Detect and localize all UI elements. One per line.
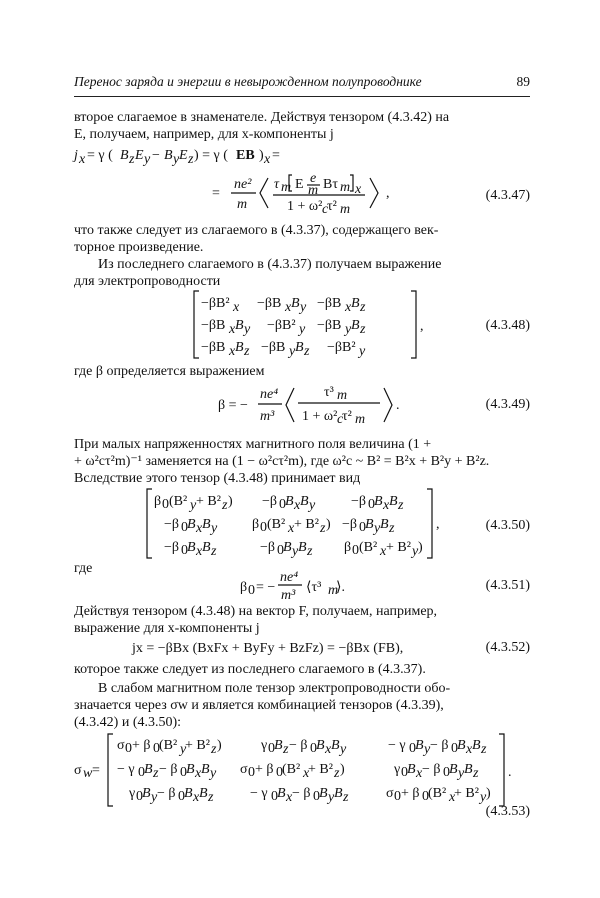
svg-text:= −: = − — [256, 580, 276, 595]
svg-text:x: x — [233, 300, 240, 315]
paragraph-line: где β определяется выражением — [74, 364, 265, 379]
svg-text:y: y — [289, 344, 296, 359]
svg-text:x: x — [380, 544, 387, 559]
svg-text:x: x — [193, 790, 200, 805]
svg-text:B: B — [187, 540, 196, 555]
paragraph-line: + ω²cτ²m)⁻¹ заменяется на (1 − ω²cτ²m), где ω²c ~ B² = B²x + B²y + B²z. — [74, 454, 490, 469]
svg-text:E: E — [135, 148, 144, 163]
svg-text:0: 0 — [279, 497, 286, 512]
paragraph-line: Вследствие этого тензор (4.3.48) принимает вид — [74, 471, 361, 486]
svg-text:B: B — [331, 738, 340, 753]
svg-text:z: z — [334, 766, 340, 781]
svg-text:0: 0 — [181, 543, 188, 558]
svg-text:γ: γ — [394, 762, 401, 777]
svg-text:τ³: τ³ — [324, 385, 334, 400]
svg-text:−: − — [152, 148, 160, 163]
svg-text:y: y — [151, 790, 158, 805]
svg-text:z: z — [389, 521, 395, 536]
paragraph-line: торное произведение. — [74, 240, 204, 255]
paragraph-line: Действуя тензором (4.3.48) на вектор F, получаем, например, — [74, 604, 438, 619]
svg-text:−βB: −βB — [201, 318, 226, 333]
svg-text:EB: EB — [236, 148, 255, 163]
svg-text:z: z — [343, 790, 349, 805]
equation-4-3-47 — [74, 142, 534, 222]
svg-text:): ) — [326, 517, 331, 532]
svg-text:m³: m³ — [281, 588, 296, 603]
svg-text:− β: − β — [289, 738, 308, 753]
equation-4-3-49 — [218, 380, 398, 434]
svg-text:): ) — [217, 738, 222, 753]
svg-text:B: B — [295, 340, 304, 355]
svg-text:E: E — [295, 177, 304, 192]
svg-text:+ B²: + B² — [294, 517, 319, 532]
svg-text:0: 0 — [138, 765, 145, 780]
svg-text:B: B — [291, 296, 300, 311]
svg-text:B: B — [202, 517, 211, 532]
svg-text:x: x — [288, 521, 295, 536]
svg-text:z: z — [473, 766, 479, 781]
equation-number: (4.3.53) — [485, 804, 530, 819]
svg-text:ne⁴: ne⁴ — [280, 570, 299, 585]
svg-text:B: B — [184, 786, 193, 801]
svg-text:z: z — [129, 152, 135, 167]
svg-text:− β: − β — [430, 738, 449, 753]
svg-text:z: z — [304, 344, 310, 359]
svg-text:B: B — [187, 517, 196, 532]
paragraph-line: что также следует из слагаемого в (4.3.37), содержащего век- — [74, 223, 439, 238]
paragraph-line: В слабом магнитном поле тензор электропроводности обо- — [98, 681, 451, 696]
svg-text:0: 0 — [248, 765, 255, 780]
svg-text:B: B — [120, 148, 129, 163]
svg-text:=: = — [92, 763, 100, 778]
svg-text:y: y — [458, 766, 465, 781]
svg-text:⟩.: ⟩. — [336, 580, 345, 595]
svg-text:0: 0 — [310, 741, 317, 756]
equation-4-3-48 — [193, 290, 433, 360]
svg-text:E: E — [179, 148, 188, 163]
svg-text:): ) — [486, 786, 491, 801]
svg-text:z: z — [208, 790, 214, 805]
running-header — [74, 74, 530, 94]
svg-text:y: y — [211, 521, 218, 536]
svg-text:m: m — [340, 180, 351, 195]
svg-text:B: B — [351, 296, 360, 311]
equation-number: (4.3.49) — [485, 397, 530, 412]
svg-text:0: 0 — [422, 789, 429, 804]
svg-text:x: x — [449, 790, 456, 805]
svg-text:y: y — [244, 322, 251, 337]
svg-text:B: B — [407, 762, 416, 777]
svg-text:j: j — [74, 148, 78, 163]
svg-text:(B²: (B² — [169, 494, 188, 509]
svg-text:0: 0 — [125, 741, 132, 756]
svg-text:−βB²: −βB² — [201, 296, 230, 311]
svg-text:z: z — [283, 742, 289, 757]
svg-text:−βB: −βB — [317, 318, 342, 333]
svg-text:y: y — [292, 544, 299, 559]
paragraph-line: где — [74, 561, 93, 576]
svg-text:(B²: (B² — [359, 540, 378, 555]
svg-text:0: 0 — [394, 789, 401, 804]
svg-text:) = γ (: ) = γ ( — [194, 148, 228, 163]
svg-text:,: , — [386, 186, 390, 201]
svg-text:x: x — [196, 544, 203, 559]
svg-text:σ: σ — [386, 786, 394, 801]
svg-text:B: B — [164, 148, 173, 163]
svg-text:m: m — [355, 412, 366, 427]
svg-text:B: B — [199, 786, 208, 801]
svg-text:−βB: −βB — [261, 340, 286, 355]
equation-number: (4.3.51) — [485, 578, 530, 593]
svg-text:0: 0 — [277, 543, 284, 558]
svg-text:B: B — [472, 738, 481, 753]
svg-text:−β: −β — [262, 494, 278, 509]
svg-text:x: x — [229, 322, 236, 337]
svg-text:−β: −β — [164, 517, 180, 532]
svg-text:y: y — [190, 498, 197, 513]
svg-text:+ B²: + B² — [185, 738, 210, 753]
svg-text:B: B — [316, 738, 325, 753]
svg-text:x: x — [325, 742, 332, 757]
svg-text:m: m — [308, 183, 319, 198]
svg-text:z: z — [153, 766, 159, 781]
svg-text:B: B — [285, 494, 294, 509]
svg-text:=: = — [272, 148, 280, 163]
svg-text:σ: σ — [240, 762, 248, 777]
svg-text:− γ: − γ — [250, 786, 268, 801]
svg-text:): ) — [259, 148, 264, 163]
svg-text:B: B — [274, 738, 283, 753]
svg-text:τ²: τ² — [342, 409, 352, 424]
paragraph-line: которое также следует из последнего слагаемого в (4.3.37). — [74, 662, 426, 677]
svg-text:e: e — [310, 171, 317, 186]
svg-text:y: y — [309, 498, 316, 513]
equation-4-3-53 — [74, 732, 534, 808]
svg-text:B: B — [235, 340, 244, 355]
svg-text:+ β: + β — [132, 738, 151, 753]
svg-text:B: B — [380, 517, 389, 532]
svg-text:x: x — [196, 521, 203, 536]
svg-text:β: β — [154, 494, 162, 509]
svg-text:x: x — [229, 344, 236, 359]
svg-text:y: y — [299, 322, 306, 337]
svg-text:β: β — [240, 580, 248, 595]
svg-text:−βB²: −βB² — [267, 318, 296, 333]
svg-text:0: 0 — [162, 497, 169, 512]
svg-text:−βB: −βB — [317, 296, 342, 311]
svg-text:−βB²: −βB² — [327, 340, 356, 355]
svg-text:x: x — [345, 300, 352, 315]
svg-text:− β: − β — [292, 786, 311, 801]
svg-text:γ: γ — [261, 738, 268, 753]
svg-text:x: x — [264, 152, 271, 167]
svg-text:m: m — [340, 202, 351, 217]
svg-text:z: z — [307, 544, 313, 559]
svg-text:c: c — [322, 202, 329, 217]
svg-text:B: B — [319, 786, 328, 801]
svg-text:(B²: (B² — [267, 517, 286, 532]
svg-text:z: z — [360, 300, 366, 315]
paragraph-line: E, получаем, например, для x-компоненты j — [74, 127, 334, 142]
svg-text:x: x — [195, 766, 202, 781]
svg-text:z: z — [244, 344, 250, 359]
svg-text:B: B — [464, 762, 473, 777]
svg-text:0: 0 — [409, 741, 416, 756]
svg-text:B: B — [457, 738, 466, 753]
svg-text:y: y — [340, 742, 347, 757]
svg-text:ne⁴: ne⁴ — [260, 387, 279, 402]
svg-text:): ) — [418, 540, 423, 555]
svg-text:x: x — [383, 498, 390, 513]
svg-text:y: y — [480, 790, 487, 805]
svg-text:0: 0 — [268, 741, 275, 756]
svg-text:0: 0 — [248, 583, 255, 598]
svg-text:): ) — [340, 762, 345, 777]
svg-text:0: 0 — [178, 789, 185, 804]
svg-text:⟨τ³: ⟨τ³ — [306, 580, 322, 595]
equation-4-3-50 — [146, 488, 466, 560]
paragraph-line: При малых напряженностях магнитного поля величина (1 + — [74, 437, 432, 452]
svg-text:B: B — [144, 762, 153, 777]
svg-text:0: 0 — [359, 520, 366, 535]
svg-text:B: B — [277, 786, 286, 801]
svg-text:−β: −β — [164, 540, 180, 555]
svg-text:z: z — [222, 498, 228, 513]
svg-text:1 + ω²: 1 + ω² — [287, 199, 323, 214]
svg-text:0: 0 — [181, 520, 188, 535]
paragraph-line: Из последнего слагаемого в (4.3.37) получаем выражение — [98, 257, 442, 272]
svg-text:0: 0 — [276, 765, 283, 780]
svg-text:0: 0 — [260, 520, 267, 535]
paragraph-line: второе слагаемое в знаменателе. Действуя тензором (4.3.42) на — [74, 110, 450, 125]
svg-text:x: x — [416, 766, 423, 781]
svg-text:,: , — [436, 517, 440, 532]
svg-text:B: B — [186, 762, 195, 777]
svg-text:.: . — [396, 398, 400, 413]
header-rule — [74, 96, 530, 97]
svg-text:−β: −β — [260, 540, 276, 555]
svg-text:y: y — [300, 300, 307, 315]
svg-text:B: B — [351, 318, 360, 333]
svg-text:0: 0 — [180, 765, 187, 780]
svg-text:B: B — [298, 540, 307, 555]
svg-text:z: z — [211, 544, 217, 559]
svg-text:x: x — [294, 498, 301, 513]
svg-text:−βB: −βB — [201, 340, 226, 355]
page-number: 89 — [516, 74, 530, 89]
svg-text:γ: γ — [129, 786, 136, 801]
svg-text:m: m — [328, 583, 339, 598]
svg-text:z: z — [320, 521, 326, 536]
svg-text:.: . — [508, 765, 512, 780]
svg-text:(B²: (B² — [428, 786, 447, 801]
svg-text:B: B — [142, 786, 151, 801]
svg-text:0: 0 — [401, 765, 408, 780]
svg-text:z: z — [481, 742, 487, 757]
svg-text:=: = — [212, 186, 220, 201]
svg-text:c: c — [337, 412, 344, 427]
svg-text:x: x — [303, 766, 310, 781]
svg-text:): ) — [228, 494, 233, 509]
equation-number: (4.3.47) — [485, 188, 530, 203]
svg-text:z: z — [360, 322, 366, 337]
svg-text:x: x — [286, 790, 293, 805]
svg-text:+ B²: + B² — [308, 762, 333, 777]
svg-text:y: y — [210, 766, 217, 781]
svg-text:B: B — [235, 318, 244, 333]
equation-4-3-51 — [240, 568, 390, 608]
svg-text:0: 0 — [271, 789, 278, 804]
svg-text:β = −: β = − — [218, 398, 248, 413]
svg-text:β: β — [252, 517, 260, 532]
svg-text:0: 0 — [451, 741, 458, 756]
svg-text:y: y — [424, 742, 431, 757]
svg-text:y: y — [144, 152, 151, 167]
svg-text:,: , — [420, 319, 424, 334]
svg-text:0: 0 — [136, 789, 143, 804]
svg-text:τ: τ — [274, 177, 280, 192]
svg-text:β: β — [344, 540, 352, 555]
svg-text:z: z — [398, 498, 404, 513]
svg-text:z: z — [211, 742, 217, 757]
svg-text:+ B²: + B² — [196, 494, 221, 509]
svg-text:y: y — [345, 322, 352, 337]
equation-4-3-52: jx = −βBx (BxFx + ByFy + BzFz) = −βBx (FB), — [132, 641, 404, 656]
svg-text:Bτ: Bτ — [323, 177, 338, 192]
equation-number: (4.3.52) — [485, 640, 530, 655]
svg-text:−β: −β — [351, 494, 367, 509]
svg-text:B: B — [389, 494, 398, 509]
svg-text:B: B — [365, 517, 374, 532]
svg-text:σ: σ — [74, 763, 82, 778]
svg-text:− γ: − γ — [388, 738, 406, 753]
svg-text:0: 0 — [368, 497, 375, 512]
svg-text:x: x — [355, 182, 362, 197]
svg-text:z: z — [188, 152, 194, 167]
svg-text:B: B — [283, 540, 292, 555]
paragraph-line: для электропроводности — [74, 274, 221, 289]
svg-text:y: y — [173, 152, 180, 167]
svg-text:m: m — [281, 180, 292, 195]
svg-text:x: x — [466, 742, 473, 757]
svg-text:y: y — [359, 344, 366, 359]
svg-text:0: 0 — [153, 741, 160, 756]
svg-text:m³: m³ — [260, 409, 275, 424]
equation-number: (4.3.48) — [485, 318, 530, 333]
svg-text:B: B — [374, 494, 383, 509]
svg-text:+ β: + β — [255, 762, 274, 777]
running-title: Перенос заряда и энергии в невырожденном полупроводнике — [74, 74, 422, 89]
svg-text:y: y — [328, 790, 335, 805]
svg-text:m: m — [337, 388, 348, 403]
svg-text:y: y — [412, 544, 419, 559]
svg-text:0: 0 — [313, 789, 320, 804]
svg-text:= γ (: = γ ( — [87, 148, 113, 163]
svg-text:− β: − β — [157, 786, 176, 801]
svg-text:y: y — [374, 521, 381, 536]
svg-text:B: B — [334, 786, 343, 801]
svg-text:−β: −β — [342, 517, 358, 532]
svg-text:+ B²: + B² — [454, 786, 479, 801]
svg-text:− β: − β — [422, 762, 441, 777]
svg-text:1 + ω²: 1 + ω² — [302, 409, 338, 424]
svg-text:B: B — [300, 494, 309, 509]
svg-text:− γ: − γ — [117, 762, 135, 777]
svg-text:τ²: τ² — [327, 199, 337, 214]
svg-text:(B²: (B² — [159, 738, 178, 753]
svg-text:x: x — [79, 152, 86, 167]
svg-text:0: 0 — [443, 765, 450, 780]
equation-number: (4.3.50) — [485, 518, 530, 533]
svg-text:+ β: + β — [401, 786, 420, 801]
svg-text:+ B²: + B² — [386, 540, 411, 555]
svg-text:B: B — [202, 540, 211, 555]
svg-text:0: 0 — [352, 543, 359, 558]
svg-text:σ: σ — [117, 738, 125, 753]
svg-text:(B²: (B² — [282, 762, 301, 777]
svg-text:m: m — [237, 197, 248, 212]
svg-text:− β: − β — [159, 762, 178, 777]
svg-text:y: y — [180, 742, 187, 757]
svg-text:−βB: −βB — [257, 296, 282, 311]
paragraph-line: выражение для x-компоненты j — [74, 621, 260, 636]
paragraph-line: (4.3.42) и (4.3.50): — [74, 715, 182, 730]
svg-text:x: x — [285, 300, 292, 315]
svg-text:B: B — [449, 762, 458, 777]
svg-text:B: B — [415, 738, 424, 753]
paragraph-line: значается через σw и является комбинацией тензоров (4.3.39), — [74, 698, 444, 713]
svg-text:B: B — [201, 762, 210, 777]
svg-text:ne²: ne² — [234, 177, 252, 192]
svg-text:w: w — [83, 766, 93, 781]
